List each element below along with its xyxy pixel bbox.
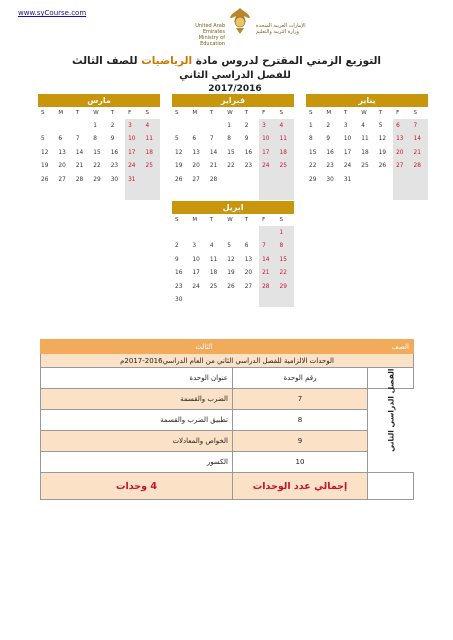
calendar-day: 29 xyxy=(309,176,317,183)
title-suffix: للصف الثالث xyxy=(71,55,138,67)
calendar-week xyxy=(306,119,428,133)
calendar-week xyxy=(38,187,160,201)
subject-name: الرياضيات xyxy=(141,55,193,67)
calendar-day xyxy=(259,226,276,240)
calendar-day: 10 xyxy=(343,136,352,143)
ministry-name-ar: الإمارات العربية المتحدة وزارة التربية والتعليم xyxy=(256,23,306,35)
calendar-day: 6 xyxy=(393,119,410,133)
calendar-day: 2 xyxy=(244,122,249,129)
unit-row xyxy=(41,389,414,410)
calendar-day: 5 xyxy=(227,243,231,250)
day-of-week: S xyxy=(413,110,418,116)
day-of-week: T xyxy=(209,217,214,223)
calendar-day xyxy=(323,187,340,201)
calendar-day xyxy=(189,226,206,240)
day-of-week: T xyxy=(75,110,80,116)
calendar-day xyxy=(143,187,160,201)
unit-number: 8 xyxy=(233,410,368,431)
calendar-day: 22 xyxy=(227,163,235,170)
calendar-day: 15 xyxy=(309,149,317,156)
day-of-week: W xyxy=(93,110,99,116)
day-of-week: F xyxy=(262,110,266,116)
calendar-day xyxy=(189,119,206,133)
calendar-day: 19 xyxy=(175,163,183,170)
calendar-day xyxy=(341,187,358,201)
calendar-day: 14 xyxy=(411,133,428,147)
calendar-day: 26 xyxy=(41,176,49,183)
calendar-day xyxy=(38,187,55,201)
calendar-day: 18 xyxy=(209,270,218,277)
calendar-day: 11 xyxy=(209,256,218,263)
calendar-day xyxy=(108,187,125,201)
calendar-day: 29 xyxy=(93,176,101,183)
calendar-day xyxy=(242,187,259,201)
calendar-day xyxy=(358,187,375,201)
calendar-grid xyxy=(172,107,294,200)
day-of-week: S xyxy=(279,110,284,116)
calendar-grid xyxy=(172,214,294,307)
column-header-row xyxy=(41,368,414,389)
calendar-day: 26 xyxy=(227,283,235,290)
term-label: للفصل الدراسي الثاني xyxy=(179,70,291,81)
calendar-day xyxy=(224,173,241,187)
total-row xyxy=(41,473,414,500)
calendar-day xyxy=(277,173,294,187)
calendar-day: 24 xyxy=(192,283,200,290)
calendar-day: 8 xyxy=(277,240,294,254)
calendar-day: 10 xyxy=(125,133,142,147)
calendar-day: 27 xyxy=(393,160,410,174)
calendar-week xyxy=(306,187,428,201)
calendar-week xyxy=(306,133,428,147)
calendar-day xyxy=(207,226,224,240)
calendar-day: 23 xyxy=(110,163,119,170)
calendar-month-header: ابريل xyxy=(172,201,294,214)
title-prefix: التوزيع الزمني المقترح لدروس مادة xyxy=(195,55,382,67)
calendar-day: 1 xyxy=(309,122,313,129)
units-caption: الوحدات الالزامية للفصل الدراسي الثاني من العام الدراسي2016-2017م xyxy=(41,354,414,368)
calendar-day: 3 xyxy=(343,122,348,129)
calendar-day: 23 xyxy=(244,163,253,170)
day-of-week: T xyxy=(343,110,348,116)
calendar-day: 4 xyxy=(361,122,365,129)
calendar-march xyxy=(38,94,160,200)
day-of-week: M xyxy=(326,110,332,116)
calendar-day: 15 xyxy=(277,253,294,267)
calendar-day: 12 xyxy=(227,256,235,263)
calendar-day xyxy=(207,119,224,133)
calendar-week xyxy=(172,240,294,254)
day-of-week: W xyxy=(227,217,233,223)
calendar-day: 10 xyxy=(259,133,276,147)
calendar-day: 22 xyxy=(93,163,101,170)
calendar-day: 27 xyxy=(244,283,253,290)
calendar-day: 10 xyxy=(192,256,200,263)
calendar-day: 23 xyxy=(175,283,183,290)
calendar-day: 7 xyxy=(75,136,80,143)
calendar-day: 19 xyxy=(41,163,49,170)
calendar-day: 11 xyxy=(361,136,369,143)
calendar-day: 28 xyxy=(259,280,276,294)
calendar-day: 31 xyxy=(343,176,352,183)
calendar-day: 22 xyxy=(277,267,294,281)
calendar-day xyxy=(259,173,276,187)
calendar-day: 13 xyxy=(192,149,200,156)
caption-row xyxy=(41,354,414,368)
calendar-day xyxy=(189,187,206,201)
calendar-day: 17 xyxy=(343,149,352,156)
calendar-day: 30 xyxy=(326,176,334,183)
calendar-day: 25 xyxy=(361,163,369,170)
calendar-day: 9 xyxy=(326,136,331,143)
calendar-day xyxy=(143,173,160,187)
uae-emblem-icon xyxy=(228,6,252,36)
calendar-day: 9 xyxy=(244,136,249,143)
calendar-day: 23 xyxy=(326,163,334,170)
calendar-day xyxy=(242,294,259,308)
calendar-day: 19 xyxy=(378,149,387,156)
calendar-week xyxy=(306,173,428,187)
calendar-day xyxy=(172,119,189,133)
calendar-grid xyxy=(38,107,160,200)
calendar-day: 3 xyxy=(125,119,142,133)
calendar-january xyxy=(306,94,428,200)
calendar-day: 1 xyxy=(277,226,294,240)
calendar-day: 11 xyxy=(277,133,294,147)
calendar-month-header: فبراير xyxy=(172,94,294,107)
term-side-label: الفصل الدراسي الثاني xyxy=(386,368,395,452)
calendar-day: 27 xyxy=(192,176,200,183)
ministry-name-en: United Arab Emirates Ministry of Education xyxy=(195,23,225,47)
calendar-day: 6 xyxy=(58,136,63,143)
calendar-day: 15 xyxy=(93,149,101,156)
calendar-week xyxy=(172,173,294,187)
calendar-day xyxy=(73,187,90,201)
day-of-week: M xyxy=(58,110,64,116)
calendar-day xyxy=(189,294,206,308)
calendar-day: 1 xyxy=(227,122,231,129)
calendar-day: 2 xyxy=(110,122,115,129)
day-of-week: S xyxy=(309,110,313,116)
calendar-day: 26 xyxy=(378,163,387,170)
calendar-week xyxy=(38,173,160,187)
calendar-week xyxy=(38,146,160,160)
calendar-day: 21 xyxy=(259,267,276,281)
day-of-week: F xyxy=(128,110,132,116)
calendar-week xyxy=(172,280,294,294)
calendar-day: 4 xyxy=(277,119,294,133)
calendar-day: 20 xyxy=(58,163,66,170)
calendar-day: 13 xyxy=(58,149,66,156)
day-of-week: T xyxy=(209,110,214,116)
calendar-day: 2 xyxy=(175,243,179,250)
calendar-day: 20 xyxy=(393,146,410,160)
unit-row xyxy=(41,410,414,431)
calendar-day xyxy=(411,173,428,187)
calendar-day xyxy=(224,294,241,308)
grade-value: الثالث xyxy=(41,340,368,354)
calendar-day xyxy=(73,119,90,133)
calendar-day: 18 xyxy=(361,149,369,156)
calendar-day: 4 xyxy=(209,243,214,250)
calendar-day: 24 xyxy=(125,160,142,174)
calendar-day xyxy=(242,173,259,187)
calendar-day xyxy=(376,173,393,187)
unit-row xyxy=(41,452,414,473)
day-of-week: S xyxy=(279,217,284,223)
calendar-day: 13 xyxy=(244,256,253,263)
calendar-week xyxy=(306,160,428,174)
calendar-day: 15 xyxy=(227,149,235,156)
calendar-day: 2 xyxy=(326,122,331,129)
calendar-day xyxy=(277,187,294,201)
day-of-week: M xyxy=(192,217,198,223)
calendar-day xyxy=(393,173,410,187)
calendar-day: 31 xyxy=(125,173,142,187)
calendar-day xyxy=(207,187,224,201)
total-value: 4 وحدات xyxy=(41,473,233,500)
grade-label: الصف xyxy=(368,340,414,354)
calendar-day: 4 xyxy=(143,119,160,133)
calendar-day: 9 xyxy=(110,136,115,143)
calendar-week xyxy=(172,253,294,267)
calendar-day xyxy=(55,187,72,201)
academic-year: 2017/2016 xyxy=(208,84,262,94)
calendar-day xyxy=(376,187,393,201)
total-label: إجمالي عدد الوحدات xyxy=(233,473,368,500)
calendar-week xyxy=(172,119,294,133)
unit-number: 10 xyxy=(233,452,368,473)
calendar-day: 11 xyxy=(143,133,160,147)
calendar-day: 24 xyxy=(259,160,276,174)
calendar-day: 28 xyxy=(75,176,84,183)
unit-title: تطبيق الضرب والقسمة xyxy=(41,410,233,431)
calendar-day xyxy=(90,187,107,201)
calendar-week xyxy=(38,119,160,133)
unit-title: الكسور xyxy=(41,452,233,473)
calendar-day xyxy=(172,187,189,201)
calendar-week xyxy=(172,267,294,281)
day-of-week: W xyxy=(227,110,233,116)
day-of-week: T xyxy=(244,217,249,223)
calendar-day xyxy=(393,187,410,201)
unit-title: الخواص والمعادلات xyxy=(41,431,233,452)
day-of-week: S xyxy=(175,217,179,223)
calendar-day: 25 xyxy=(277,160,294,174)
calendar-day: 14 xyxy=(75,149,84,156)
side-label-cell xyxy=(368,368,414,452)
day-of-week: M xyxy=(192,110,198,116)
calendar-day xyxy=(306,187,323,201)
calendar-day: 24 xyxy=(343,163,352,170)
calendar-day: 8 xyxy=(227,136,231,143)
calendar-day: 9 xyxy=(175,256,179,263)
unit-number: 7 xyxy=(233,389,368,410)
calendar-week xyxy=(172,133,294,147)
calendar-day: 8 xyxy=(309,136,313,143)
day-of-week: T xyxy=(244,110,249,116)
calendar-day: 16 xyxy=(244,149,253,156)
calendar-day: 6 xyxy=(244,243,249,250)
day-of-week: T xyxy=(110,110,115,116)
calendar-april xyxy=(172,201,294,307)
calendar-day xyxy=(224,187,241,201)
calendar-day: 3 xyxy=(259,119,276,133)
calendar-day: 12 xyxy=(378,136,387,143)
calendar-day xyxy=(172,226,189,240)
calendar-day: 21 xyxy=(75,163,84,170)
calendar-day: 12 xyxy=(41,149,49,156)
calendar-day: 18 xyxy=(143,146,160,160)
calendar-day xyxy=(411,187,428,201)
grade-header-row xyxy=(41,340,414,354)
calendar-day: 14 xyxy=(209,149,218,156)
website-link[interactable]: www.syCourse.com xyxy=(18,9,87,17)
day-of-week: S xyxy=(175,110,179,116)
calendar-day: 27 xyxy=(58,176,66,183)
calendar-day: 25 xyxy=(143,160,160,174)
calendar-day xyxy=(259,187,276,201)
calendar-day: 29 xyxy=(277,280,294,294)
calendar-day: 8 xyxy=(93,136,97,143)
day-of-week: W xyxy=(361,110,367,116)
day-of-week: F xyxy=(396,110,400,116)
calendar-week xyxy=(172,146,294,160)
calendar-day: 17 xyxy=(125,146,142,160)
calendar-day: 12 xyxy=(175,149,183,156)
calendar-day: 30 xyxy=(110,176,119,183)
calendar-month-header: مارس xyxy=(38,94,160,107)
calendar-day xyxy=(358,173,375,187)
calendar-day xyxy=(38,119,55,133)
col-unit-number: رقم الوحدة xyxy=(233,368,368,389)
calendar-week xyxy=(172,160,294,174)
calendar-week xyxy=(306,146,428,160)
calendar-day: 5 xyxy=(41,136,45,143)
calendar-day: 20 xyxy=(192,163,200,170)
calendar-day xyxy=(55,119,72,133)
calendar-day: 17 xyxy=(259,146,276,160)
calendar-week xyxy=(172,187,294,201)
calendar-day: 21 xyxy=(209,163,218,170)
calendar-day xyxy=(242,226,259,240)
calendar-day: 7 xyxy=(411,119,428,133)
col-unit-title: عنوان الوحدة xyxy=(41,368,233,389)
calendar-day: 5 xyxy=(175,136,179,143)
calendar-day: 26 xyxy=(175,176,183,183)
page-title xyxy=(0,55,453,67)
calendar-week xyxy=(38,133,160,147)
units-table xyxy=(40,339,414,500)
calendar-day: 28 xyxy=(411,160,428,174)
calendar-month-header: يناير xyxy=(306,94,428,107)
calendar-day: 16 xyxy=(326,149,334,156)
calendar-day xyxy=(277,294,294,308)
calendar-day xyxy=(259,294,276,308)
calendar-day: 20 xyxy=(244,270,253,277)
day-of-week: S xyxy=(145,110,150,116)
calendar-day: 25 xyxy=(209,283,218,290)
calendar-day: 3 xyxy=(192,243,197,250)
calendar-day: 5 xyxy=(378,122,383,129)
calendar-day: 21 xyxy=(411,146,428,160)
unit-title: الضرب والقسمة xyxy=(41,389,233,410)
calendar-day: 19 xyxy=(227,270,235,277)
calendar-day: 7 xyxy=(259,240,276,254)
day-of-week: F xyxy=(262,217,266,223)
calendar-february xyxy=(172,94,294,200)
calendar-day: 18 xyxy=(277,146,294,160)
calendar-day: 6 xyxy=(192,136,197,143)
day-of-week: T xyxy=(378,110,383,116)
unit-number: 9 xyxy=(233,431,368,452)
calendar-day: 17 xyxy=(192,270,200,277)
calendar-day xyxy=(207,294,224,308)
calendar-day: 7 xyxy=(209,136,214,143)
calendar-grid xyxy=(306,107,428,200)
calendar-day: 1 xyxy=(93,122,97,129)
calendar-week xyxy=(38,160,160,174)
calendar-day: 22 xyxy=(309,163,317,170)
day-of-week: S xyxy=(41,110,45,116)
calendar-day: 30 xyxy=(175,297,183,304)
unit-row xyxy=(41,431,414,452)
calendar-day xyxy=(125,187,142,201)
calendar-day: 16 xyxy=(110,149,119,156)
calendar-day: 14 xyxy=(259,253,276,267)
calendar-day: 28 xyxy=(209,176,218,183)
calendar-week xyxy=(172,226,294,240)
calendar-day: 16 xyxy=(175,270,183,277)
calendar-day xyxy=(224,226,241,240)
calendar-week xyxy=(172,294,294,308)
calendar-day: 13 xyxy=(393,133,410,147)
